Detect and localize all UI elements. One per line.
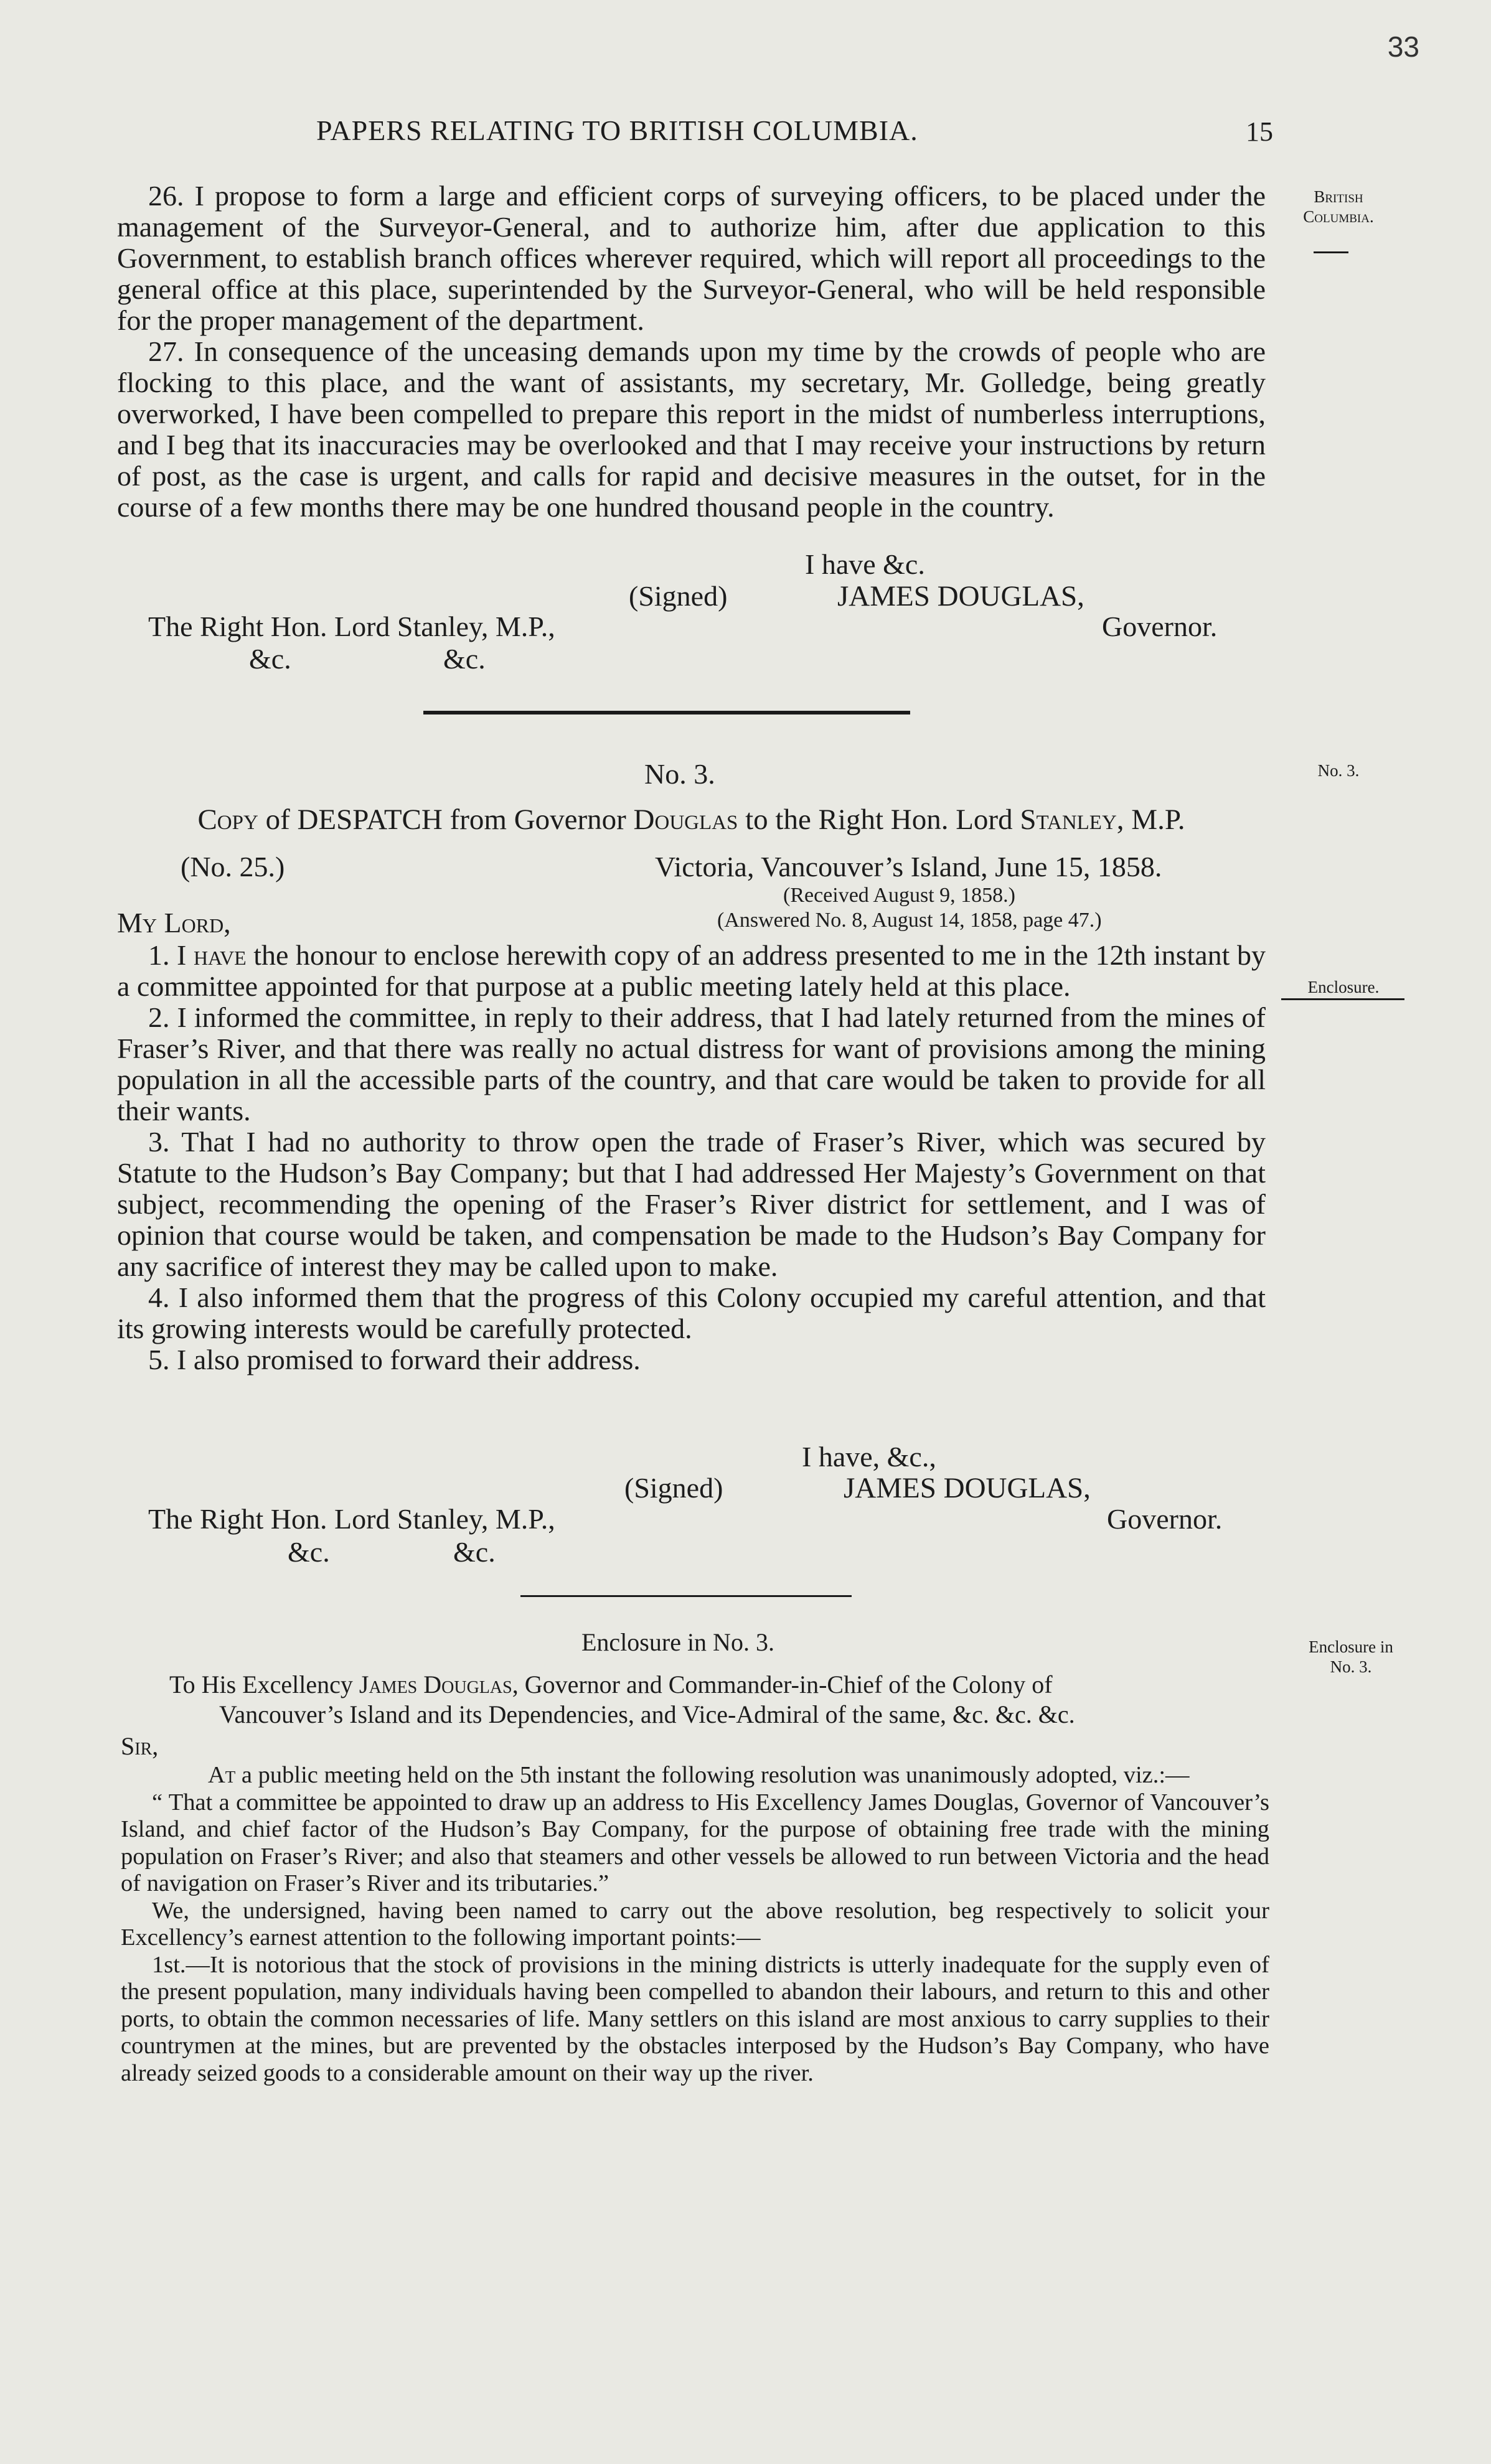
signature: JAMES DOUGLAS, xyxy=(837,580,1084,612)
margin-note-enclosure-in xyxy=(1289,1637,1413,1677)
resolution-quote: “ That a committee be appointed to draw up an address to His Excellency James Douglas, Governor of Vancouver’s Island, and chief factor of the Hudson’s Bay Company, for the purpose of obtaining free trade with the mining population on Fraser’s River; and also that steamers and other vessels be allowed to run between Victoria and the head of navigation on Fraser’s River and its tributaries.” xyxy=(121,1789,1269,1896)
margin-note-line: British xyxy=(1314,187,1363,206)
running-head: PAPERS RELATING TO BRITISH COLUMBIA. xyxy=(316,115,918,146)
text-run: a public meeting held on the 5th instant the following resolution was unanimously adopted, viz.:— xyxy=(235,1762,1190,1788)
paragraph-3: 3. That I had no authority to throw open the trade of Fraser’s River, which was secured by Statute to the Hudson’s Bay Company; but that I had addressed Her Majesty’s Government on that subject, recommending the opening of the Fraser’s River district for settlement, and I was of opinion that course would be taken, and compensation be made to the Hudson’s Bay Company for any sacrifice of interest they may be called upon to make. xyxy=(117,1126,1266,1282)
title-part: Copy xyxy=(197,803,258,836)
address-line xyxy=(169,1670,1075,1700)
paragraph-2: 2. I informed the committee, in reply to their address, that I had lately returned from the mines of Fraser’s River, and that there was really no actual distress for want of provisions among the mining population in all the accessible parts of the country, and that care would be taken to provide for all their wants. xyxy=(117,1001,1266,1127)
enclosure-paragraph xyxy=(121,1762,1269,1789)
closing: I have, &c., xyxy=(802,1441,936,1473)
despatch-title xyxy=(117,803,1266,836)
paragraph-1 xyxy=(117,940,1266,1002)
folio: 15 xyxy=(1246,116,1273,147)
margin-note-no3: No. 3. xyxy=(1317,761,1360,780)
paragraph-4: 4. I also informed them that the progress of this Colony occupied my careful attention, and that its growing interests would be carefully protected. xyxy=(117,1281,1266,1344)
enclosure-heading: Enclosure in No. 3. xyxy=(581,1628,774,1656)
title-part: to the Right Hon. Lord xyxy=(738,803,1020,836)
letter-body xyxy=(117,180,1266,523)
title-part: , M.P. xyxy=(1116,803,1185,836)
received-note: (Received August 9, 1858.) xyxy=(783,884,1015,907)
margin-rule xyxy=(1281,998,1404,1000)
text-run: 1. I xyxy=(148,939,194,971)
section-divider xyxy=(423,711,910,714)
margin-note-line: Enclosure in xyxy=(1309,1637,1393,1656)
enclosure-paragraph: 1st.—It is notorious that the stock of provisions in the mining districts is utterly inadequate for the supply even of the present population, many individuals having been compelled to abandon their labours, and return to this and other ports, to obtain the common necessaries of life. Many settlers on this island are most anxious to carry supplies to their countrymen at the mines, but are prevented by the obstacles interposed by the Hudson’s Bay Company, who have already seized goods to a considerable amount on their way up the river. xyxy=(121,1951,1269,2086)
margin-note-enclosure: Enclosure. xyxy=(1307,978,1380,996)
margin-note-line: Columbia. xyxy=(1303,207,1374,226)
title-part: Stanley xyxy=(1020,803,1117,836)
etc: &c. xyxy=(443,643,486,675)
etc: &c. xyxy=(288,1536,330,1568)
text-run: James Douglas xyxy=(359,1670,512,1698)
enclosure-paragraph: We, the undersigned, having been named to carry out the above resolution, beg respectively to solicit your Excellency’s earnest attention to the following important points:— xyxy=(121,1897,1269,1951)
addressee: The Right Hon. Lord Stanley, M.P., xyxy=(148,1503,555,1535)
answered-note: (Answered No. 8, August 14, 1858, page 47.) xyxy=(717,909,1102,932)
despatch-heading: No. 3. xyxy=(644,758,715,790)
signature: JAMES DOUGLAS, xyxy=(844,1472,1091,1504)
margin-rule xyxy=(1314,251,1348,253)
signatory-title: Governor. xyxy=(1102,611,1218,642)
paragraph-26: 26. I propose to form a large and efficient corps of surveying officers, to be placed under the management of the Surveyor-General, and to authorize him, after due application to this Government, to establish branch offices wherever required, which will report all proceedings to the general office at this place, superintended by the Surveyor-General, who will be held responsible for the proper management of the department. xyxy=(117,180,1266,336)
place-date: Victoria, Vancouver’s Island, June 15, 1858. xyxy=(655,851,1162,883)
address-line: Vancouver’s Island and its Dependencies, and Vice-Admiral of the same, &c. &c. &c. xyxy=(219,1700,1075,1728)
despatch-number: (No. 25.) xyxy=(181,851,285,883)
signatory-title: Governor. xyxy=(1107,1503,1223,1535)
margin-note-line: No. 3. xyxy=(1330,1657,1372,1676)
closing: I have &c. xyxy=(805,548,925,580)
enclosure-body xyxy=(121,1762,1269,2087)
text-run: have xyxy=(193,939,247,971)
salutation: My Lord, xyxy=(117,907,231,939)
despatch-body xyxy=(117,940,1266,1375)
text-run: , Governor and Commander-in-Chief of the Colony of xyxy=(512,1670,1053,1698)
text-run: the honour to enclose herewith copy of an address presented to me in the 12th instant by a committee appointed for that purpose at a public meeting lately held at this place. xyxy=(117,939,1266,1002)
addressee: The Right Hon. Lord Stanley, M.P., xyxy=(148,611,555,642)
enclosure-address xyxy=(169,1670,1075,1730)
paragraph-5: 5. I also promised to forward their address. xyxy=(148,1344,641,1375)
etc: &c. xyxy=(453,1536,496,1568)
paragraph-27: 27. In consequence of the unceasing demands upon my time by the crowds of people who are flocking to this place, and the want of assistants, my secretary, Mr. Golledge, being greatly overworked, I have been compelled to prepare this report in the midst of numberless interruptions, and I beg that its inaccuracies may be overlooked and that I may receive your instructions by return of post, as the case is urgent, and calls for rapid and decisive measures in the outset, for in the course of a few months there may be one hundred thousand people in the country. xyxy=(117,335,1266,523)
title-part: of DESPATCH from Governor xyxy=(258,803,634,836)
etc: &c. xyxy=(249,643,291,675)
margin-note-british-columbia xyxy=(1282,187,1395,227)
enclosure-salutation: Sir, xyxy=(121,1732,159,1760)
section-divider xyxy=(520,1595,852,1597)
signed-label: (Signed) xyxy=(624,1472,723,1504)
text-run: At xyxy=(208,1762,236,1788)
title-part: Douglas xyxy=(633,803,738,836)
signed-label: (Signed) xyxy=(629,580,728,612)
text-run: To His Excellency xyxy=(169,1670,359,1698)
page-number: 33 xyxy=(1387,30,1419,63)
